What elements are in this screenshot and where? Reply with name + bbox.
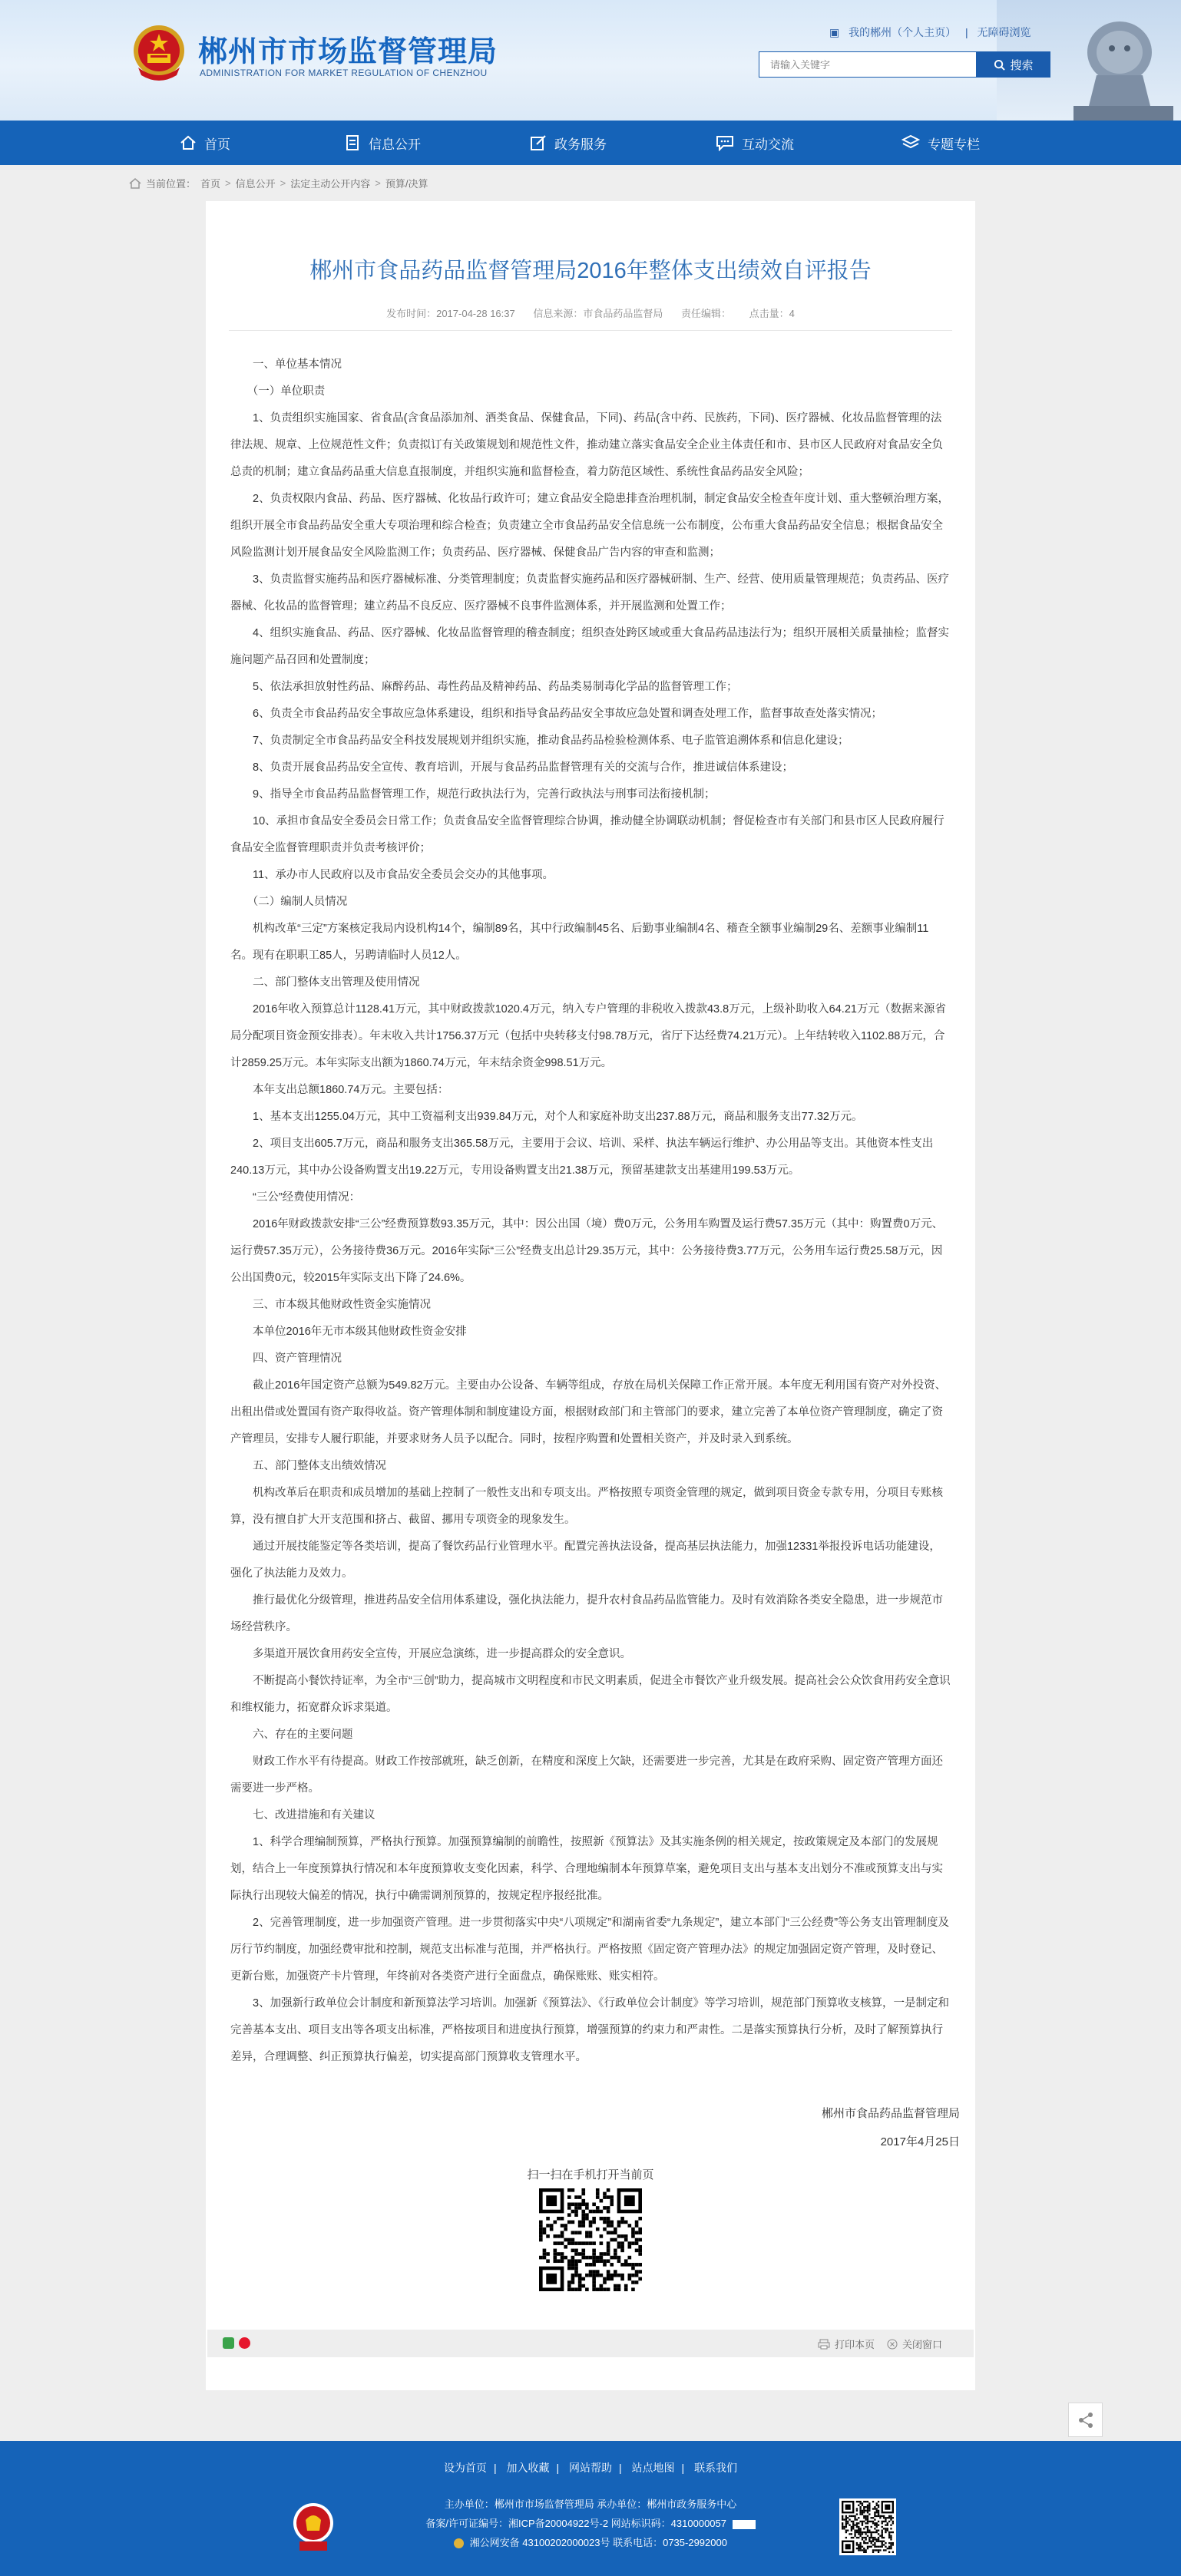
footer-link-homepage[interactable]: 设为首页 <box>443 2462 487 2474</box>
article-paragraph: 5、依法承担放射性药品、麻醉药品、毒性药品及精神药品、药品类易制毒化学品的监督管理工作； <box>230 681 738 693</box>
footer-police-text[interactable]: 湘公网安备 43100202000023号 联系电话：0735-2992000 <box>469 2537 727 2548</box>
user-icon: ▣ <box>829 26 840 38</box>
article-paragraph: 三、市本级其他财政性资金实施情况 <box>230 1299 431 1311</box>
article-paragraph: 2、项目支出605.7万元，商品和服务支出365.58万元，主要用于会议、培训、采样、执法车辆运行维护、办公用品等支出。其他资本性支出240.13万元，其中办公设备购置支出19.22万元，专用设备购置支出21.38万元，预留基建款支出基建用199.53万元。 <box>230 1138 934 1177</box>
nav-item-label: 政务服务 <box>554 137 607 152</box>
nav-item-special-topics[interactable] <box>901 121 980 165</box>
article-title: 郴州市食品药品监督管理局2016年整体支出绩效自评报告 <box>309 259 872 283</box>
article-paragraph: 2016年收入预算总计1128.41万元，其中财政拨款1020.4万元，纳入专户管理的非税收入拨款43.8万元，上级补助收入64.21万元（数据来源省局分配项目资金预安排表）。年末收入共计1756.37万元（包括中央转移支付98.78万元，省厅下达经费74.21万元）。上年结转收入1102.88万元，合计2859.25万元。本年实际支出额为1860.74万元，年末结余资金998.51万元。 <box>230 1003 946 1069</box>
close-icon <box>887 2339 898 2350</box>
article-paragraph: “三公”经费使用情况： <box>230 1191 361 1204</box>
article-paragraph: 10、承担市食品安全委员会日常工作；负责食品安全监督管理综合协调，推动健全协调联动机制；督促检查市有关部门和县市区人民政府履行食品安全监督管理职责并负责考核评价； <box>230 815 944 854</box>
article-paragraph: 七、改进措施和有关建议 <box>230 1809 375 1821</box>
national-emblem-icon <box>131 21 187 84</box>
footer-link-favorite[interactable]: 加入收藏 <box>506 2462 550 2474</box>
nav-item-label: 专题专栏 <box>928 137 980 152</box>
nav-item-government-services[interactable] <box>530 121 607 165</box>
footer-link-sitemap[interactable]: 站点地图 <box>631 2462 675 2474</box>
hit-count: 点击量：4 <box>749 308 795 319</box>
article-body <box>230 352 951 2071</box>
nav-item-label: 信息公开 <box>369 137 421 152</box>
article-paragraph: 3、加强新行政单位会计制度和新预算法学习培训。加强新《预算法》、《行政单位会计制度》等学习培训，规范部门预算收支核算，一是制定和完善基本支出、项目支出等各项支出标准，严格按项目和进度执行预算，增强预算的约束力和严肃性。二是落实预算执行分析，及时了解预算执行差异，合理调整、纠正预算执行偏差，切实提高部门预算收支管理水平。 <box>230 1997 950 2063</box>
article-paragraph: 7、负责制定全市食品药品安全科技发展规划并组织实施，推动食品药品检验检测体系、电子监管追溯体系和信息化建设； <box>230 735 849 747</box>
article-paragraph: 11、承办市人民政府以及市食品安全委员会交办的其他事项。 <box>230 869 554 881</box>
footer-police-info <box>0 2535 1181 2549</box>
share-icon <box>1077 2412 1094 2429</box>
article-paragraph: 一、单位基本情况 <box>230 358 342 371</box>
nav-item-home[interactable] <box>180 121 230 165</box>
footer-link-help[interactable]: 网站帮助 <box>569 2462 612 2474</box>
article-paragraph: 截止2016年国定资产总额为549.82万元。主要由办公设备、车辆等组成，存放在局机关保障工作正常开展。本年度无利用国有资产对外投资、出租出借或处置国有资产取得收益。资产管理体制和制度建设方面，根据财政部门和主管部门的要求，建立完善了本单位资产管理制度，确定了资产管理员，安排专人履行职能，并要求财务人员予以配合。同时，按程序购置和处置相关资产，并及时录入到系统。 <box>230 1379 947 1445</box>
divider <box>229 330 952 331</box>
article-paragraph: 机构改革“三定”方案核定我局内设机构14个，编制89名，其中行政编制45名、后勤事业编制4名、稽查全额事业编制29名、差额事业编制11名。现有在职职工85人，另聘请临时人员12人。 <box>230 923 929 962</box>
edit-icon <box>530 134 547 151</box>
verified-icon <box>733 2520 756 2529</box>
search-icon <box>994 59 1005 71</box>
my-chenzhou-link[interactable]: 我的郴州（个人主页） <box>849 26 957 38</box>
home-icon <box>129 178 141 189</box>
article-paragraph: 本年支出总额1860.74万元。主要包括： <box>230 1084 449 1096</box>
article-paragraph: 财政工作水平有待提高。财政工作按部就班，缺乏创新，在精度和深度上欠缺，还需要进一步完善，尤其是在政府采购、固定资产管理方面还需要进一步严格。 <box>230 1755 943 1795</box>
article-paragraph: 二、部门整体支出管理及使用情况 <box>230 976 420 989</box>
article-paragraph: （二）编制人员情况 <box>230 896 348 908</box>
document-icon <box>344 134 361 151</box>
top-links: ▣ 我的郴州（个人主页） | 无障碍浏览 <box>829 26 1031 38</box>
article-paragraph: 推行最优化分级管理，推进药品安全信用体系建设，强化执法能力，提升农村食品药品监管能力。及时有效消除各类安全隐患，进一步规范市场经营秩序。 <box>230 1594 943 1633</box>
article-paragraph: （一）单位职责 <box>230 385 326 398</box>
nav-item-label: 互动交流 <box>742 137 794 152</box>
print-label: 打印本页 <box>835 2339 875 2350</box>
printer-icon <box>818 2339 830 2350</box>
article-paragraph: 1、基本支出1255.04万元，其中工资福利支出939.84万元，对个人和家庭补助支出237.88万元，商品和服务支出77.32万元。 <box>230 1111 863 1123</box>
share-float-button[interactable] <box>1068 2403 1103 2437</box>
breadcrumb-prefix: 当前位置： <box>146 178 197 190</box>
share-icons <box>223 2337 250 2349</box>
article-paragraph: 本单位2016年无市本级其他财政性资金安排 <box>230 1326 467 1338</box>
close-label: 关闭窗口 <box>902 2339 943 2350</box>
footer-host-info: 主办单位：郴州市市场监督管理局 承办单位：郴州市政务服务中心 <box>444 2498 737 2510</box>
search-button-label: 搜索 <box>1010 58 1034 72</box>
article-toolbar <box>207 2330 974 2357</box>
article-paragraph: 2、完善管理制度，进一步加强资产管理。进一步贯彻落实中央“八项规定”和湖南省委“九条规定”，建立本部门“三公经费”等公务支出管理制度及厉行节约制度，加强经费审批和控制，规范支出标准与范围，并严格执行。严格按照《固定资产管理办法》的规定加强固定资产管理，及时登记、更新台账，加强资产卡片管理，年终前对各类资产进行全面盘点，确保账账、账实相符。 <box>230 1917 950 1983</box>
article-editor: 责任编辑： <box>681 308 732 319</box>
nav-item-label: 首页 <box>204 137 230 152</box>
breadcrumb-item-budget[interactable]: 预算/决算 <box>385 178 428 190</box>
article-paragraph: 通过开展技能鉴定等各类培训，提高了餐饮药品行业管理水平。配置完善执法设备，提高基层执法能力，加强12331举报投诉电话功能建设，强化了执法能力及效力。 <box>230 1541 941 1580</box>
signature-date: 2017年4月25日 <box>880 2135 960 2148</box>
breadcrumb-item-info[interactable]: 信息公开 <box>235 178 276 190</box>
footer-icp-info <box>0 2515 1181 2530</box>
qr-code <box>539 2188 642 2291</box>
signature: 郴州市食品药品监督管理局 <box>821 2107 960 2120</box>
stone-lion-decoration <box>1058 6 1173 121</box>
breadcrumb: 当前位置： 首页 > 信息公开 > 法定主动公开内容 > 预算/决算 <box>129 176 428 190</box>
main-nav <box>0 121 1181 165</box>
search-button[interactable] <box>977 51 1050 78</box>
site-footer <box>0 2441 1181 2576</box>
publish-time: 发布时间：2017-04-28 16:37 <box>386 308 515 319</box>
article-paragraph: 2、负责权限内食品、药品、医疗器械、化妆品行政许可；建立食品安全隐患排查治理机制，制定食品安全检查年度计划、重大整顿治理方案，组织开展全市食品药品安全重大专项治理和综合检查；负责建立全市食品药品安全信息统一公布制度，公布重大食品药品安全信息；根据食品安全风险监测计划开展食品安全风险监测工作；负责药品、医疗器械、保健食品广告内容的审查和监测； <box>230 493 950 559</box>
article-paragraph: 多渠道开展饮食用药安全宣传，开展应急演练，进一步提高群众的安全意识。 <box>230 1648 631 1660</box>
article-paragraph: 1、科学合理编制预算，严格执行预算。加强预算编制的前瞻性，按照新《预算法》及其实施条例的相关规定，按政策规定及本部门的发展规划，结合上一年度预算执行情况和本年度预算收支变化因素，科学、合理地编制本年预算草案，避免项目支出与基本支出划分不准或预算支出与实际执行出现较大偏差的情况，执行中确需调剂预算的，按规定程序报经批准。 <box>230 1836 943 1902</box>
qr-caption: 扫一扫在手机打开当前页 <box>527 2168 654 2181</box>
article-paragraph: 3、负责监督实施药品和医疗器械标准、分类管理制度；负责监督实施药品和医疗器械研制、生产、经营、使用质量管理规范；负责药品、医疗器械、化妆品的监督管理；建立药品不良反应、医疗器械不良事件监测体系，并开展监测和处置工作； <box>230 573 950 613</box>
accessibility-link[interactable]: 无障碍浏览 <box>977 26 1031 38</box>
site-header <box>0 0 1181 121</box>
article-paragraph: 六、存在的主要问题 <box>230 1729 353 1741</box>
footer-qr-code <box>839 2498 896 2555</box>
footer-link-contact[interactable]: 联系我们 <box>694 2462 738 2474</box>
site-subtitle: ADMINISTRATION FOR MARKET REGULATION OF CHENZHOU <box>200 68 488 78</box>
article-paragraph: 1、负责组织实施国家、省食品(含食品添加剂、酒类食品、保健食品，下同)、药品(含中药、民族药，下同)、医疗器械、化妆品监督管理的法律法规、规章、上位规范性文件；负责拟订有关政策规划和规范性文件，推动建立落实食品安全企业主体责任和市、县市区人民政府对食品安全负总责的机制；建立食品药品重大信息直报制度，并组织实施和监督检查，着力防范区域性、系统性食品药品安全风险； <box>230 412 943 478</box>
article-meta <box>206 305 975 320</box>
nav-item-interaction[interactable] <box>716 121 794 165</box>
article-paragraph: 9、指导全市食品药品监督管理工作，规范行政执法行为，完善行政执法与刑事司法衔接机制； <box>230 788 716 801</box>
footer-icp-text: 备案/许可证编号：湘ICP备20004922号-2 网站标识码：4310000057 <box>425 2518 726 2529</box>
footer-links: 设为首页 | 加入收藏 | 网站帮助 | 站点地图 | 联系我们 <box>443 2462 738 2474</box>
home-icon <box>180 134 197 151</box>
article-paragraph: 五、部门整体支出绩效情况 <box>230 1460 386 1472</box>
article-paragraph: 2016年财政拨款安排“三公”经费预算数93.35万元，其中：因公出国（境）费0万元，公务用车购置及运行费57.35万元（其中：购置费0万元、运行费57.35万元），公务接待费36万元。2016年实际“三公”经费支出总计29.35万元，其中：公务接待费3.77万元，公务用车运行费25.58万元，因公出国费0元，较2015年实际支出下降了24.6%。 <box>230 1218 944 1284</box>
nav-item-info-disclosure[interactable] <box>344 121 421 165</box>
wechat-share-icon[interactable] <box>223 2337 234 2349</box>
article-panel <box>206 201 975 2390</box>
article-paragraph: 四、资产管理情况 <box>230 1352 342 1365</box>
article-paragraph: 机构改革后在职责和成员增加的基础上控制了一般性支出和专项支出。严格按照专项资金管理的规定，做到项目资金专款专用，分项目专账核算，没有擅自扩大开支范围和挤占、截留、挪用专项资金的现象发生。 <box>230 1487 943 1526</box>
layers-icon <box>901 134 920 151</box>
article-paragraph: 6、负责全市食品药品安全事故应急体系建设，组织和指导食品药品安全事故应急处置和调查处理工作，监督事故查处落实情况； <box>230 708 883 720</box>
breadcrumb-item-home[interactable]: 首页 <box>200 178 221 190</box>
article-paragraph: 4、组织实施食品、药品、医疗器械、化妆品监督管理的稽查制度；组织查处跨区域或重大食品药品违法行为；组织开展相关质量抽检；监督实施问题产品召回和处置制度； <box>230 627 950 666</box>
article-paragraph: 不断提高小餐饮持证率，为全市“三创”助力，提高城市文明程度和市民文明素质，促进全市餐饮产业升级发展。提高社会公众饮食用药安全意识和维权能力，拓宽群众诉求渠道。 <box>230 1675 951 1714</box>
close-window-button[interactable] <box>887 2337 942 2351</box>
article-source: 信息来源：市食品药品监督局 <box>533 308 663 319</box>
site-title: 郴州市市场监督管理局 <box>198 36 498 68</box>
weibo-share-icon[interactable] <box>239 2337 250 2349</box>
breadcrumb-item-legal[interactable]: 法定主动公开内容 <box>290 178 371 190</box>
chat-icon <box>716 134 734 151</box>
search-input[interactable] <box>759 51 977 78</box>
police-badge-icon <box>454 2538 464 2548</box>
print-button[interactable] <box>818 2337 875 2351</box>
article-paragraph: 8、负责开展食品药品安全宣传、教育培训，开展与食品药品监督管理有关的交流与合作，推进诚信体系建设； <box>230 761 794 774</box>
